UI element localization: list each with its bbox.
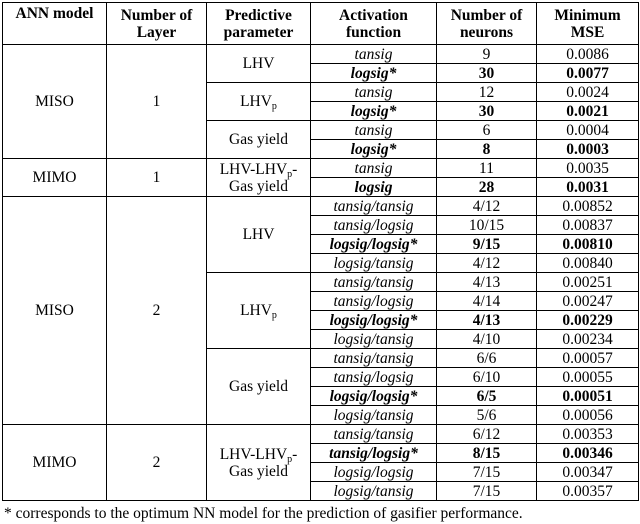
activation-function-cell: logsig/logsig* <box>311 311 437 330</box>
neurons-cell: 8 <box>437 140 537 159</box>
activation-function-cell: tansig/tansig <box>311 197 437 216</box>
mse-cell: 0.00837 <box>537 216 639 235</box>
mse-cell: 0.0035 <box>537 159 639 178</box>
neurons-cell: 4/13 <box>437 311 537 330</box>
activation-function-cell: tansig <box>311 83 437 102</box>
param-subscript: p <box>271 310 277 321</box>
activation-function-cell: logsig* <box>311 102 437 121</box>
neurons-cell: 9/15 <box>437 235 537 254</box>
neurons-cell: 30 <box>437 64 537 83</box>
header-ann-model: ANN model <box>3 3 107 45</box>
activation-function-cell: tansig <box>311 121 437 140</box>
param-subscript: p <box>287 453 293 465</box>
mse-cell: 0.0024 <box>537 83 639 102</box>
activation-function-cell: logsig/tansig <box>311 482 437 501</box>
predictive-parameter-cell <box>207 425 311 501</box>
table-row <box>3 45 639 64</box>
predictive-parameter-cell <box>207 273 311 349</box>
activation-function-cell: logsig/tansig <box>311 406 437 425</box>
layer-count-cell: 1 <box>107 159 207 197</box>
param-subscript: p <box>287 168 293 180</box>
activation-function-cell: logsig/logsig* <box>311 387 437 406</box>
activation-function-cell: logsig/tansig <box>311 330 437 349</box>
mse-cell: 0.00347 <box>537 463 639 482</box>
param-line2: Gas yield <box>229 177 288 195</box>
neurons-cell: 10/15 <box>437 216 537 235</box>
param-text: LHV-LHV <box>219 160 288 178</box>
predictive-parameter-cell <box>207 121 311 159</box>
mse-cell: 0.0003 <box>537 140 639 159</box>
neurons-cell: 12 <box>437 83 537 102</box>
table-body <box>3 45 639 501</box>
predictive-parameter-cell <box>207 83 311 121</box>
activation-function-cell: tansig/logsig* <box>311 444 437 463</box>
neurons-cell: 8/15 <box>437 444 537 463</box>
neurons-cell: 11 <box>437 159 537 178</box>
activation-function-cell: tansig <box>311 159 437 178</box>
predictive-parameter-cell <box>207 197 311 273</box>
mse-cell: 0.0004 <box>537 121 639 140</box>
param-text: Gas yield <box>229 131 288 148</box>
neurons-cell: 6 <box>437 121 537 140</box>
mse-cell: 0.0077 <box>537 64 639 83</box>
neurons-cell: 28 <box>437 178 537 197</box>
neurons-cell: 4/14 <box>437 292 537 311</box>
param-subscript: p <box>271 101 277 112</box>
activation-function-cell: tansig/tansig <box>311 273 437 292</box>
predictive-parameter-cell <box>207 45 311 83</box>
layer-count-cell: 1 <box>107 45 207 159</box>
activation-function-cell: tansig <box>311 45 437 64</box>
neurons-cell: 4/12 <box>437 254 537 273</box>
param-text: LHV <box>240 302 272 319</box>
activation-function-cell: tansig/tansig <box>311 349 437 368</box>
param-text: LHV <box>240 93 272 110</box>
neurons-cell: 4/12 <box>437 197 537 216</box>
param-text: LHV-LHV <box>219 445 288 463</box>
neurons-cell: 4/13 <box>437 273 537 292</box>
header-predictive-parameter: Predictive parameter <box>207 3 311 45</box>
activation-function-cell: logsig <box>311 178 437 197</box>
mse-cell: 0.00251 <box>537 273 639 292</box>
table-row <box>3 159 639 178</box>
mse-cell: 0.00357 <box>537 482 639 501</box>
mse-cell: 0.0086 <box>537 45 639 64</box>
mse-cell: 0.00346 <box>537 444 639 463</box>
neurons-cell: 7/15 <box>437 482 537 501</box>
ann-model-cell: MIMO <box>3 159 107 197</box>
neurons-cell: 7/15 <box>437 463 537 482</box>
neurons-cell: 5/6 <box>437 406 537 425</box>
mse-cell: 0.00852 <box>537 197 639 216</box>
mse-cell: 0.00234 <box>537 330 639 349</box>
mse-cell: 0.00353 <box>537 425 639 444</box>
mse-cell: 0.0021 <box>537 102 639 121</box>
param-tail: - <box>292 445 298 463</box>
mse-cell: 0.00810 <box>537 235 639 254</box>
layer-count-cell: 2 <box>107 425 207 501</box>
ann-results-table <box>2 2 639 501</box>
header-number-of-layer: Number of Layer <box>107 3 207 45</box>
activation-function-cell: tansig/logsig <box>311 368 437 387</box>
layer-count-cell: 2 <box>107 197 207 425</box>
predictive-parameter-cell <box>207 159 311 197</box>
activation-function-cell: logsig* <box>311 140 437 159</box>
footnote: * corresponds to the optimum NN model for the prediction of gasifier performance. <box>4 505 523 522</box>
ann-model-cell: MIMO <box>3 425 107 501</box>
header-number-of-neurons: Number of neurons <box>437 3 537 45</box>
predictive-parameter-cell <box>207 349 311 425</box>
neurons-cell: 6/12 <box>437 425 537 444</box>
activation-function-cell: logsig/tansig <box>311 254 437 273</box>
ann-model-cell: MISO <box>3 197 107 425</box>
activation-function-cell: logsig* <box>311 64 437 83</box>
mse-cell: 0.00229 <box>537 311 639 330</box>
mse-cell: 0.00056 <box>537 406 639 425</box>
param-text: LHV <box>242 226 275 243</box>
mse-cell: 0.00057 <box>537 349 639 368</box>
param-tail: - <box>292 160 298 178</box>
mse-cell: 0.0031 <box>537 178 639 197</box>
param-line2: Gas yield <box>229 462 288 480</box>
activation-function-cell: logsig/logsig* <box>311 235 437 254</box>
param-text: Gas yield <box>229 378 288 395</box>
mse-cell: 0.00055 <box>537 368 639 387</box>
mse-cell: 0.00247 <box>537 292 639 311</box>
header-minimum-mse: Minimum MSE <box>537 3 639 45</box>
activation-function-cell: tansig/logsig <box>311 216 437 235</box>
activation-function-cell: tansig/logsig <box>311 292 437 311</box>
neurons-cell: 6/6 <box>437 349 537 368</box>
mse-cell: 0.00840 <box>537 254 639 273</box>
activation-function-cell: logsig/logsig <box>311 463 437 482</box>
param-text: LHV <box>242 55 275 72</box>
header-row <box>3 3 639 45</box>
neurons-cell: 6/10 <box>437 368 537 387</box>
mse-cell: 0.00051 <box>537 387 639 406</box>
table-row <box>3 425 639 444</box>
ann-model-cell: MISO <box>3 45 107 159</box>
neurons-cell: 30 <box>437 102 537 121</box>
neurons-cell: 4/10 <box>437 330 537 349</box>
header-activation-function: Activation function <box>311 3 437 45</box>
activation-function-cell: tansig/tansig <box>311 425 437 444</box>
neurons-cell: 9 <box>437 45 537 64</box>
table-row <box>3 197 639 216</box>
results-table-container <box>2 2 638 522</box>
neurons-cell: 6/5 <box>437 387 537 406</box>
